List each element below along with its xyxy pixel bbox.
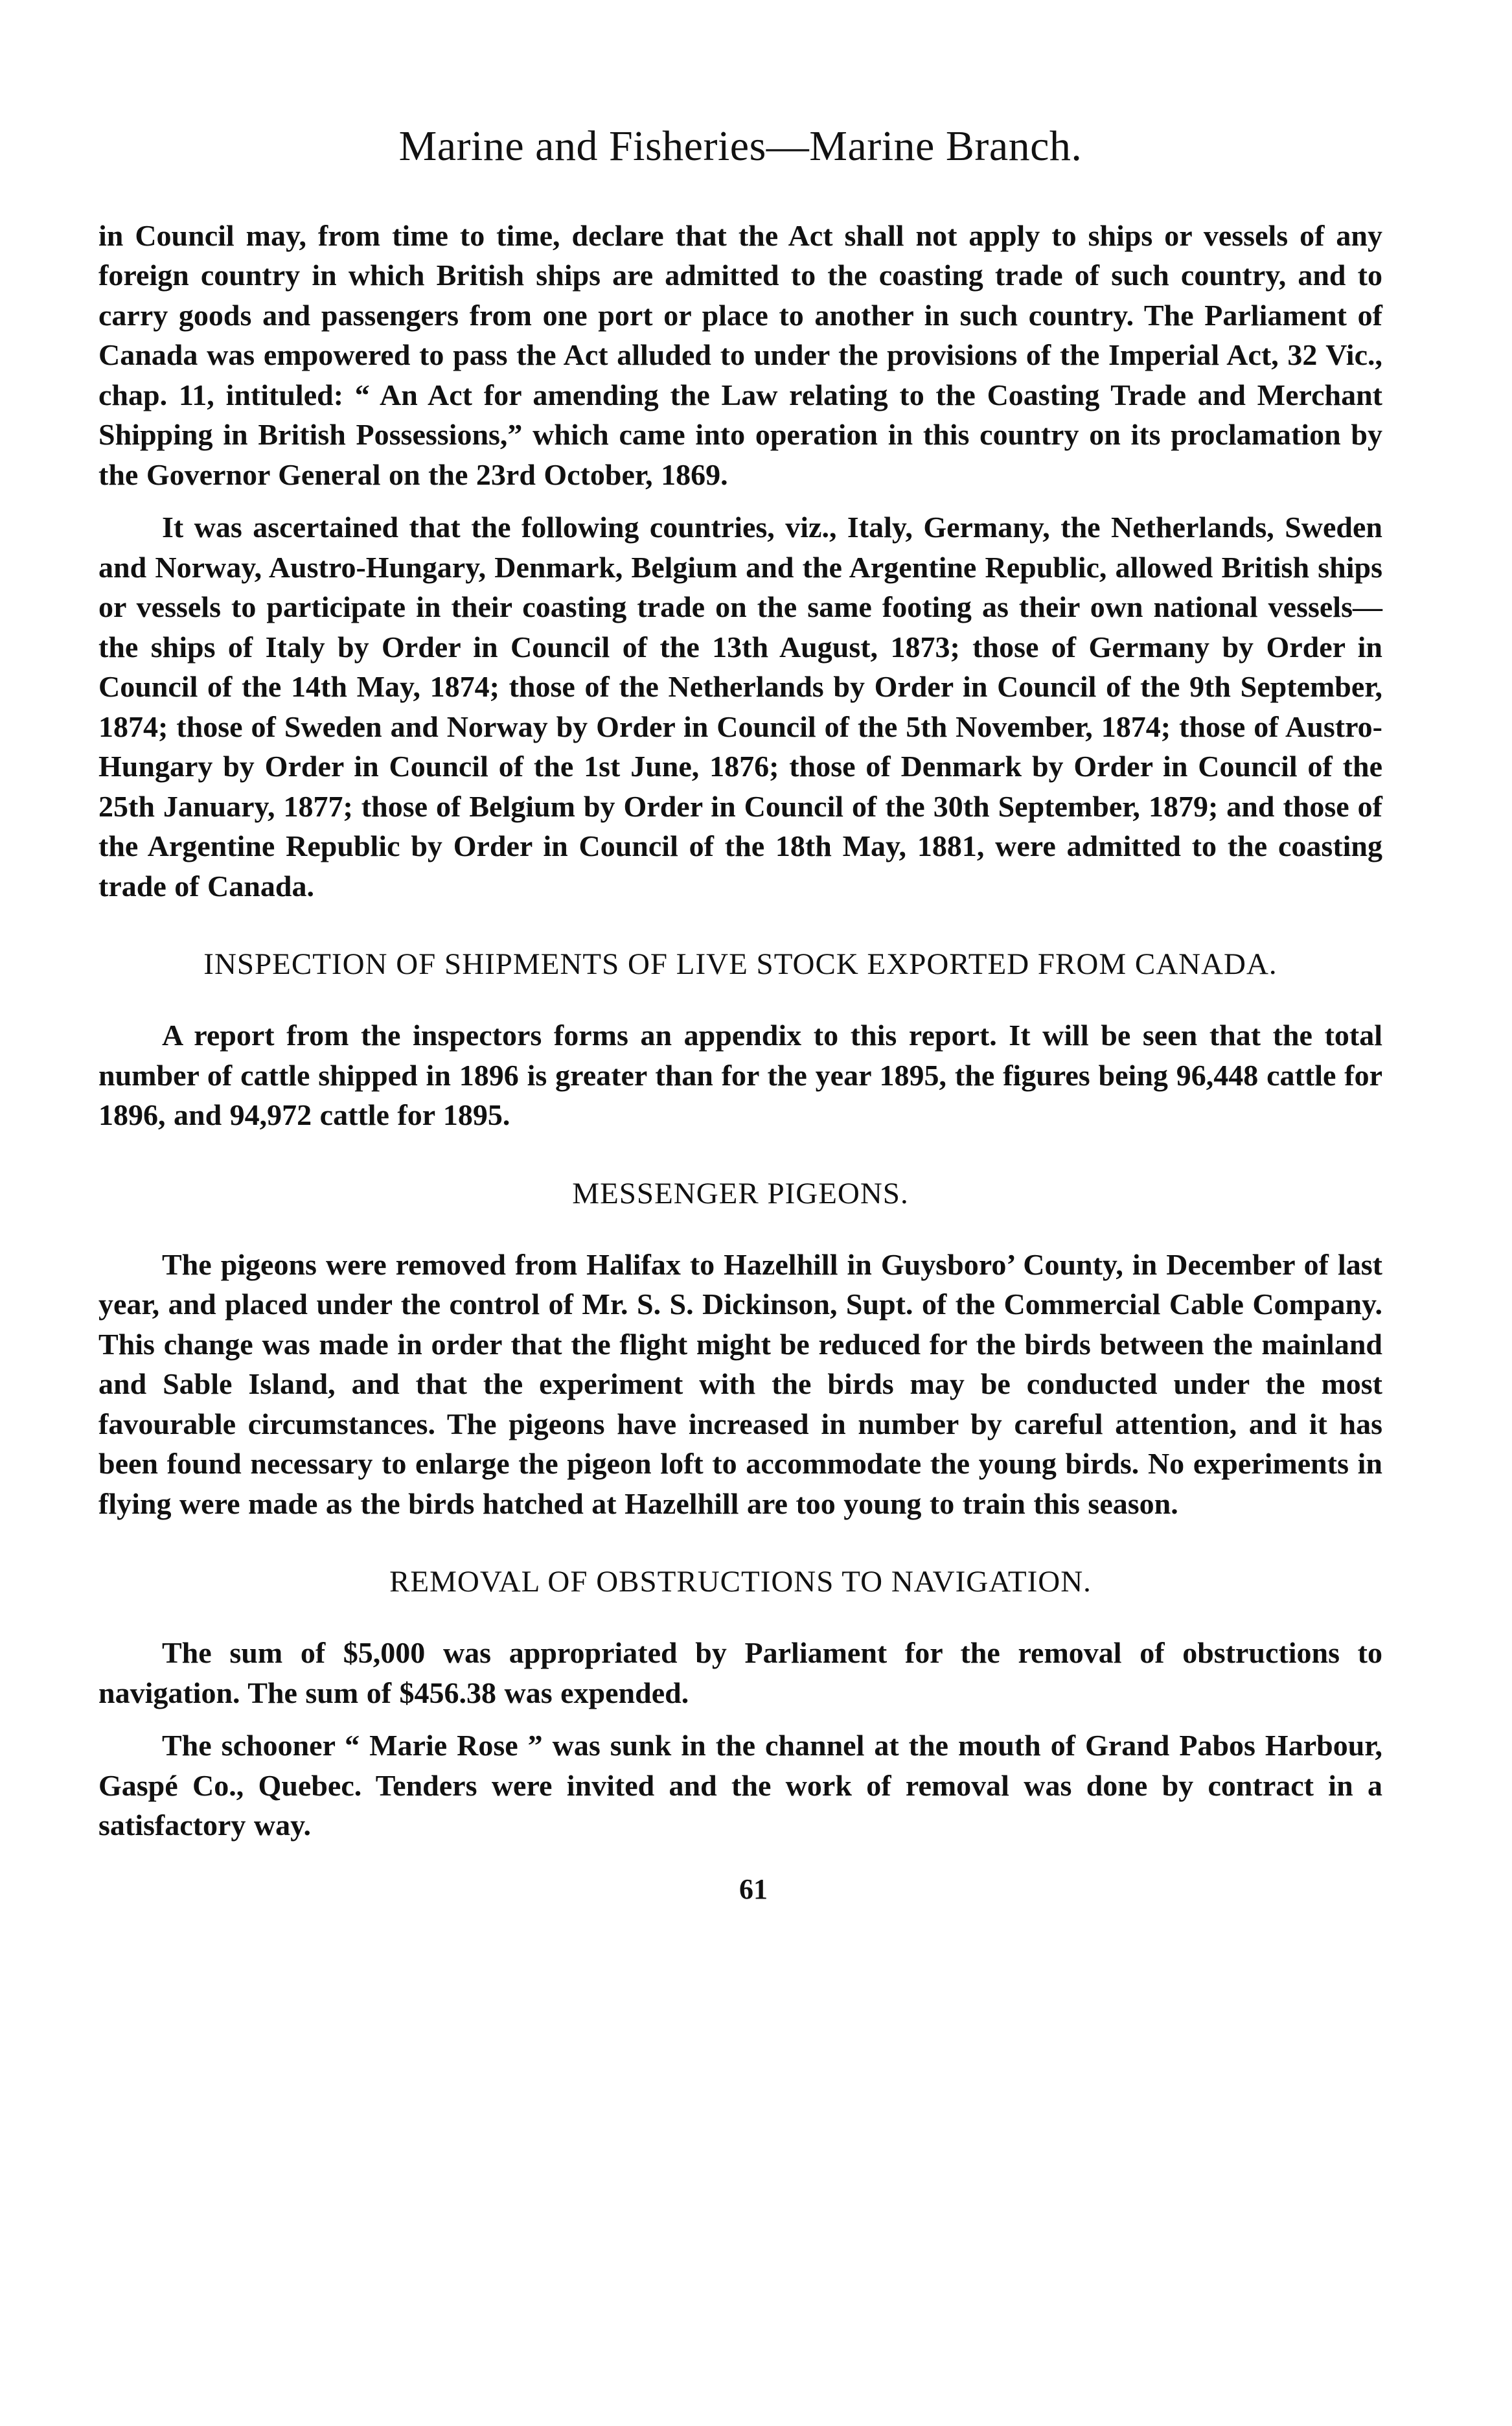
running-head: Marine and Fisheries—Marine Branch. bbox=[398, 122, 1082, 170]
page-number: 61 bbox=[739, 1873, 768, 1905]
section-heading-obstructions: REMOVAL OF OBSTRUCTIONS TO NAVIGATION. bbox=[389, 1565, 1092, 1599]
section-heading-messenger-pigeons: MESSENGER PIGEONS. bbox=[572, 1176, 909, 1210]
countries-paragraph: It was ascertained that the following countries, viz., Italy, Germany, the Netherlands, Sweden and Norway, Austro-Hungary, Denmark, Belgium and the Argentine Republic, allowed British ships or vessels to participate in their coasting trade on the same footing as their own national vessels—the ships of Italy by Order in Council of the 13th August, 1873; those of Germany by Order in Council of the 14th May, 1874; those of the Netherlands by Order in Council of the 9th September, 1874; those of Sweden and Norway by Order in Council of the 5th November, 1874; those of Austro-Hungary by Order in Council of the 1st June, 1876; those of Denmark by Order in Council of the 25th January, 1877; those of Belgium by Order in Council of the 30th September, 1879; and those of the Argentine Republic by Order in Council of the 18th May, 1881, were admitted to the coasting trade of Canada. bbox=[98, 511, 1382, 903]
intro-paragraph: in Council may, from time to time, declare that the Act shall not apply to ships or vessels of any foreign country in which British ships are admitted to the coasting trade of such country, and to carry goods and passengers from one port or place to another in such country. The Parliament of Canada was empowered to pass the Act alluded to under the provisions of the Imperial Act, 32 Vic., chap. 11, intituled: “ An Act for amending the Law relating to the Coasting Trade and Merchant Shipping in British Possessions,” which came into operation in this country on its proclamation by the Governor General on the 23rd October, 1869. bbox=[98, 218, 1382, 491]
section-heading-live-stock: INSPECTION OF SHIPMENTS OF LIVE STOCK EXPORTED FROM CANADA. bbox=[203, 947, 1277, 982]
obstructions-appropriation-paragraph: The sum of $5,000 was appropriated by Parliament for the removal of obstructions to navigation. The sum of $456.38 was expended. bbox=[98, 1636, 1382, 1709]
messenger-pigeons-paragraph: The pigeons were removed from Halifax to Hazelhill in Guysboro’ County, in December of last year, and placed under the control of Mr. S. S. Dickinson, Supt. of the Commercial Cable Company. This change was made in order that the flight might be reduced for the birds between the mainland and Sable Island, and that the experiment with the birds may be conducted under the most favourable circumstances. The pigeons have increased in number by careful attention, and it has been found necessary to enlarge the pigeon loft to accommodate the young birds. No experiments in flying were made as the birds hatched at Hazelhill are too young to train this season. bbox=[98, 1247, 1382, 1520]
live-stock-paragraph: A report from the inspectors forms an appendix to this report. It will be seen that the total number of cattle shipped in 1896 is greater than for the year 1895, the figures being 96,448 cattle for 1896, and 94,972 cattle for 1895. bbox=[98, 1019, 1382, 1132]
obstructions-schooner-paragraph: The schooner “ Marie Rose ” was sunk in the channel at the mouth of Grand Pabos Harbour, Gaspé Co., Quebec. Tenders were invited and the work of removal was done by contract in a satisfactory way. bbox=[98, 1729, 1382, 1842]
